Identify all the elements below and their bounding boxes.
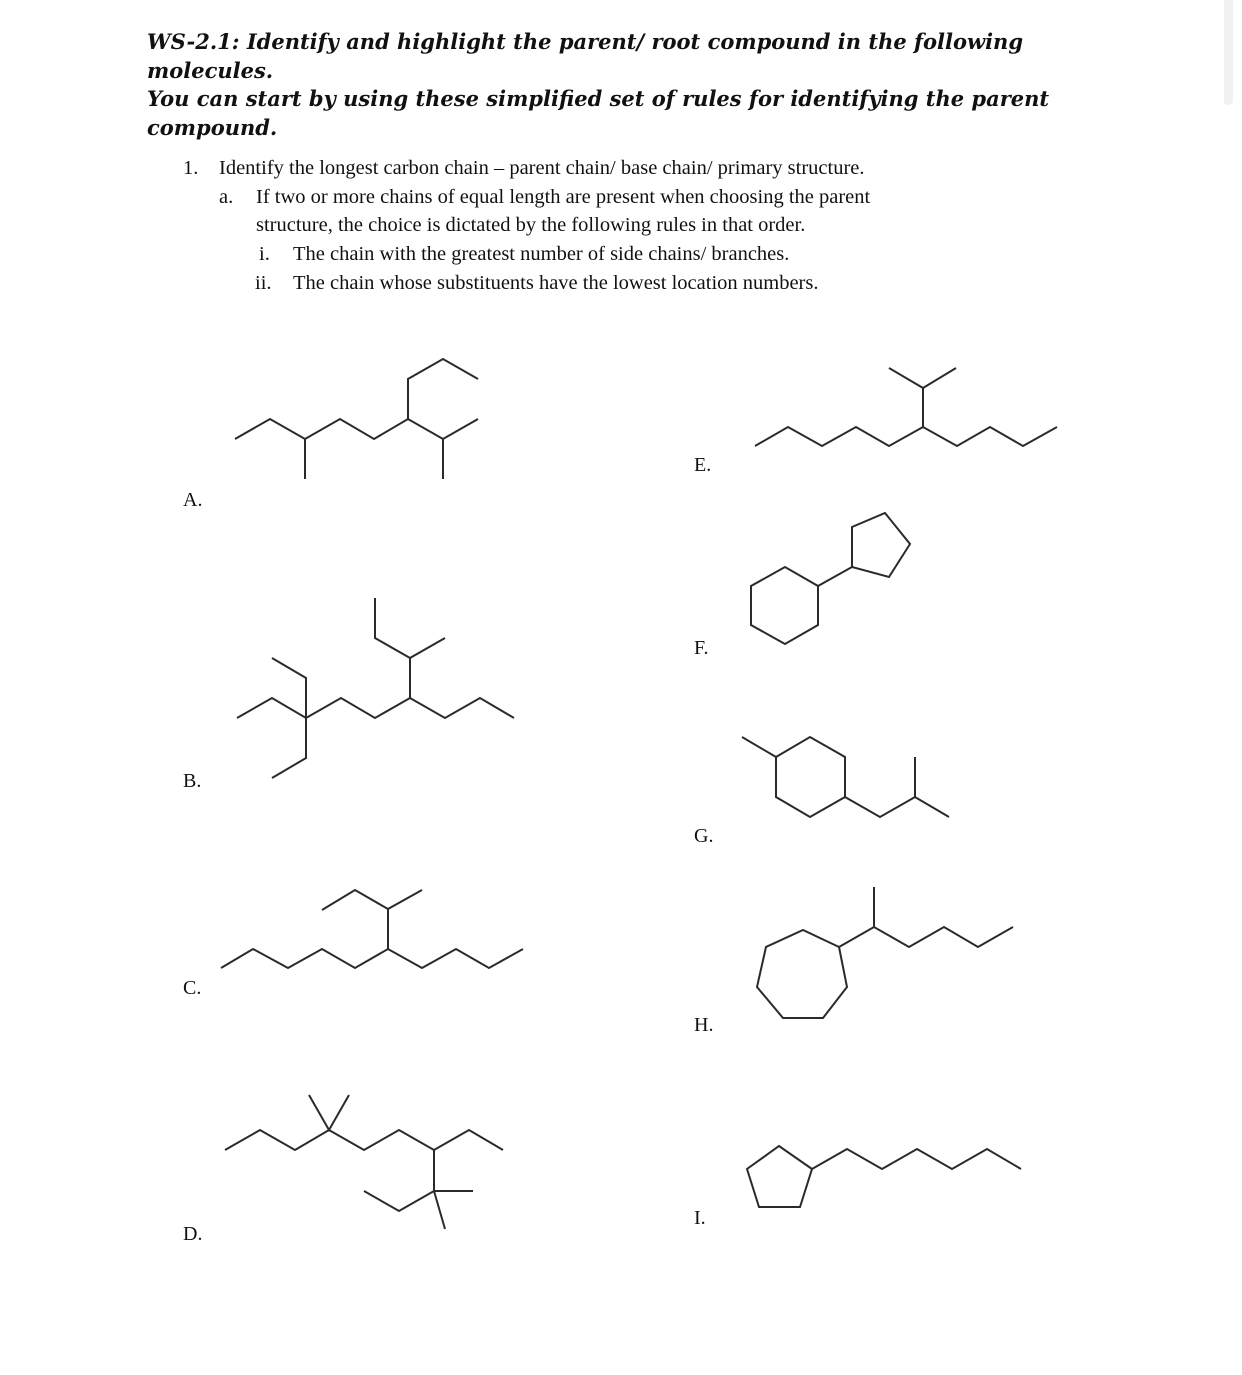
rule-a-number: a. bbox=[219, 186, 234, 208]
molecule-a[interactable] bbox=[235, 359, 478, 479]
molecule-f[interactable] bbox=[751, 513, 910, 644]
molecule-e[interactable] bbox=[755, 368, 1057, 446]
rule-1-number: 1. bbox=[183, 157, 199, 179]
label-g: G. bbox=[694, 825, 714, 847]
rule-i: The chain with the greatest number of side chains/ branches. bbox=[293, 243, 790, 265]
label-a: A. bbox=[183, 489, 203, 511]
title-line-3: compound. bbox=[147, 114, 278, 140]
rule-ii: The chain whose substituents have the lowest location numbers. bbox=[293, 272, 819, 294]
rule-ii-number: ii. bbox=[255, 272, 272, 294]
rule-a-line-1: If two or more chains of equal length are present when choosing the parent bbox=[256, 186, 871, 208]
label-c: C. bbox=[183, 977, 202, 999]
molecule-i[interactable] bbox=[747, 1146, 1021, 1207]
molecule-g[interactable] bbox=[742, 737, 949, 817]
label-i: I. bbox=[694, 1207, 706, 1229]
molecule-b[interactable] bbox=[237, 598, 514, 778]
label-h: H. bbox=[694, 1014, 714, 1036]
molecule-c[interactable] bbox=[221, 890, 523, 968]
label-b: B. bbox=[183, 770, 202, 792]
title-line-1: WS-2.1: Identify and highlight the parent/ root compound in the following molecules. bbox=[147, 29, 1024, 83]
label-d: D. bbox=[183, 1223, 203, 1245]
molecule-d[interactable] bbox=[225, 1095, 503, 1229]
label-f: F. bbox=[694, 637, 709, 659]
rule-a-line-2: structure, the choice is dictated by the following rules in that order. bbox=[256, 214, 806, 236]
rule-i-number: i. bbox=[259, 243, 270, 265]
molecule-h[interactable] bbox=[757, 887, 1013, 1018]
title-line-2: You can start by using these simplified set of rules for identifying the parent bbox=[147, 86, 1050, 111]
label-e: E. bbox=[694, 454, 712, 476]
rule-1: Identify the longest carbon chain – parent chain/ base chain/ primary structure. bbox=[219, 157, 865, 179]
